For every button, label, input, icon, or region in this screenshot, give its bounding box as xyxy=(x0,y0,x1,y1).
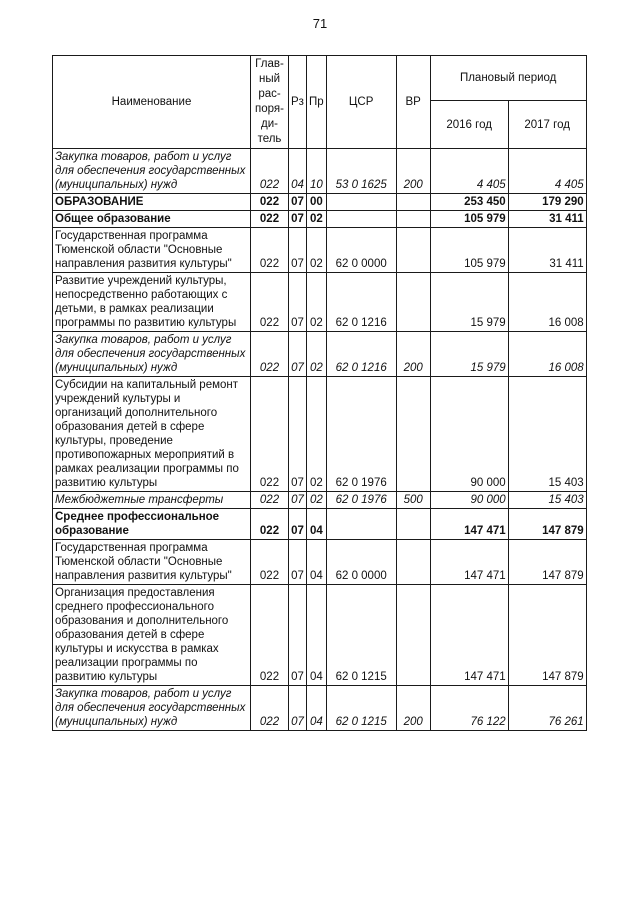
row-chief: 022 xyxy=(251,492,289,509)
row-csr: 62 0 1215 xyxy=(326,585,396,686)
row-chief: 022 xyxy=(251,332,289,377)
row-value-2016: 147 471 xyxy=(430,509,508,540)
header-rz: Рз xyxy=(289,56,307,149)
row-chief: 022 xyxy=(251,686,289,731)
row-pr: 04 xyxy=(307,585,327,686)
page-number: 71 xyxy=(312,16,328,31)
table-row xyxy=(53,149,587,194)
table-row xyxy=(53,332,587,377)
table-row xyxy=(53,194,587,211)
row-rz: 07 xyxy=(289,273,307,332)
row-csr: 62 0 1216 xyxy=(326,332,396,377)
row-csr: 62 0 0000 xyxy=(326,228,396,273)
row-value-2016: 15 979 xyxy=(430,273,508,332)
row-rz: 07 xyxy=(289,211,307,228)
row-value-2017: 15 403 xyxy=(508,492,586,509)
row-chief: 022 xyxy=(251,377,289,492)
row-pr: 10 xyxy=(307,149,327,194)
row-rz: 07 xyxy=(289,377,307,492)
row-value-2017: 179 290 xyxy=(508,194,586,211)
row-vr xyxy=(396,509,430,540)
row-csr xyxy=(326,211,396,228)
row-value-2016: 147 471 xyxy=(430,540,508,585)
row-vr xyxy=(396,211,430,228)
table-row xyxy=(53,509,587,540)
header-csr: ЦСР xyxy=(326,56,396,149)
table-row xyxy=(53,228,587,273)
row-value-2017: 31 411 xyxy=(508,211,586,228)
row-chief: 022 xyxy=(251,509,289,540)
row-rz: 04 xyxy=(289,149,307,194)
row-value-2017: 15 403 xyxy=(508,377,586,492)
row-chief: 022 xyxy=(251,194,289,211)
row-vr: 500 xyxy=(396,492,430,509)
row-name: Общее образование xyxy=(53,211,251,228)
table-row xyxy=(53,377,587,492)
header-planned-period: Плановый период xyxy=(430,56,586,101)
row-vr: 200 xyxy=(396,686,430,731)
header-year-2017: 2017 год xyxy=(508,101,586,149)
row-csr: 62 0 1976 xyxy=(326,492,396,509)
row-rz: 07 xyxy=(289,585,307,686)
row-value-2016: 90 000 xyxy=(430,492,508,509)
row-pr: 02 xyxy=(307,211,327,228)
row-chief: 022 xyxy=(251,540,289,585)
header-name: Наименование xyxy=(53,56,251,149)
row-vr xyxy=(396,585,430,686)
table-row xyxy=(53,585,587,686)
row-name: Государственная программа Тюменской области "Основные направления развития культуры" xyxy=(53,228,251,273)
row-name: Межбюджетные трансферты xyxy=(53,492,251,509)
row-pr: 00 xyxy=(307,194,327,211)
row-pr: 04 xyxy=(307,540,327,585)
row-csr: 62 0 0000 xyxy=(326,540,396,585)
row-csr xyxy=(326,194,396,211)
row-vr xyxy=(396,228,430,273)
row-rz: 07 xyxy=(289,686,307,731)
row-value-2017: 16 008 xyxy=(508,273,586,332)
table-row xyxy=(53,540,587,585)
row-value-2017: 147 879 xyxy=(508,585,586,686)
row-vr xyxy=(396,273,430,332)
row-vr xyxy=(396,194,430,211)
row-chief: 022 xyxy=(251,149,289,194)
row-value-2016: 147 471 xyxy=(430,585,508,686)
row-value-2016: 253 450 xyxy=(430,194,508,211)
row-value-2017: 76 261 xyxy=(508,686,586,731)
table-row xyxy=(53,686,587,731)
row-csr xyxy=(326,509,396,540)
row-name: Закупка товаров, работ и услуг для обеспечения государственных (муниципальных) нужд xyxy=(53,686,251,731)
row-rz: 07 xyxy=(289,492,307,509)
row-value-2017: 4 405 xyxy=(508,149,586,194)
row-value-2016: 4 405 xyxy=(430,149,508,194)
row-rz: 07 xyxy=(289,509,307,540)
row-pr: 02 xyxy=(307,228,327,273)
row-rz: 07 xyxy=(289,194,307,211)
row-value-2016: 105 979 xyxy=(430,228,508,273)
row-chief: 022 xyxy=(251,228,289,273)
row-chief: 022 xyxy=(251,273,289,332)
row-csr: 62 0 1976 xyxy=(326,377,396,492)
row-pr: 04 xyxy=(307,509,327,540)
row-vr xyxy=(396,377,430,492)
row-csr: 53 0 1625 xyxy=(326,149,396,194)
row-value-2016: 90 000 xyxy=(430,377,508,492)
table-body xyxy=(53,149,587,731)
row-vr: 200 xyxy=(396,149,430,194)
row-csr: 62 0 1216 xyxy=(326,273,396,332)
row-value-2016: 15 979 xyxy=(430,332,508,377)
row-chief: 022 xyxy=(251,585,289,686)
row-name: Субсидии на капитальный ремонт учреждений культуры и организаций дополнительного образования детей в сфере культуры, проведение противопожарных мероприятий в рамках реализации программы по развитию культуры xyxy=(53,377,251,492)
row-value-2017: 31 411 xyxy=(508,228,586,273)
row-vr xyxy=(396,540,430,585)
header-year-2016: 2016 год xyxy=(430,101,508,149)
row-pr: 02 xyxy=(307,332,327,377)
header-vr: ВР xyxy=(396,56,430,149)
row-pr: 04 xyxy=(307,686,327,731)
row-name: ОБРАЗОВАНИЕ xyxy=(53,194,251,211)
table-row xyxy=(53,492,587,509)
row-csr: 62 0 1215 xyxy=(326,686,396,731)
row-value-2017: 147 879 xyxy=(508,509,586,540)
row-chief: 022 xyxy=(251,211,289,228)
row-pr: 02 xyxy=(307,377,327,492)
row-name: Закупка товаров, работ и услуг для обеспечения государственных (муниципальных) нужд xyxy=(53,332,251,377)
row-value-2016: 105 979 xyxy=(430,211,508,228)
row-value-2016: 76 122 xyxy=(430,686,508,731)
row-name: Организация предоставления среднего профессионального образования и дополнительного образования детей в сфере культуры и искусства в рамках реализации программы по развитию культуры xyxy=(53,585,251,686)
table-row xyxy=(53,273,587,332)
row-rz: 07 xyxy=(289,332,307,377)
table-row xyxy=(53,211,587,228)
row-rz: 07 xyxy=(289,540,307,585)
row-name: Среднее профессиональное образование xyxy=(53,509,251,540)
row-rz: 07 xyxy=(289,228,307,273)
row-pr: 02 xyxy=(307,492,327,509)
row-name: Государственная программа Тюменской области "Основные направления развития культуры" xyxy=(53,540,251,585)
header-chief: Глав- ный рас- поря- ди- тель xyxy=(251,56,289,149)
row-name: Закупка товаров, работ и услуг для обеспечения государственных (муниципальных) нужд xyxy=(53,149,251,194)
row-name: Развитие учреждений культуры, непосредственно работающих с детьми, в рамках реализации программы по развитию культуры xyxy=(53,273,251,332)
row-pr: 02 xyxy=(307,273,327,332)
row-value-2017: 16 008 xyxy=(508,332,586,377)
row-vr: 200 xyxy=(396,332,430,377)
row-value-2017: 147 879 xyxy=(508,540,586,585)
header-pr: Пр xyxy=(307,56,327,149)
budget-table xyxy=(52,55,587,731)
